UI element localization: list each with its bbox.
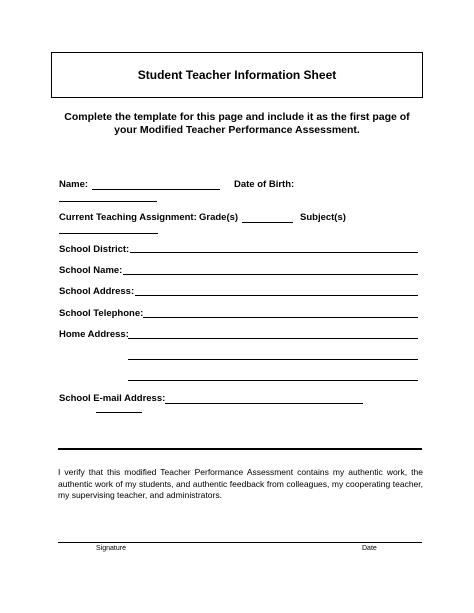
dob-label: Date of Birth: xyxy=(234,179,295,190)
home-address-field-2[interactable] xyxy=(128,359,418,360)
date-caption: Date xyxy=(362,545,377,552)
school-email-field-continuation[interactable] xyxy=(96,412,142,413)
school-address-field[interactable] xyxy=(135,295,418,296)
school-name-label: School Name: xyxy=(59,265,123,276)
section-divider xyxy=(58,448,422,450)
school-email-label: School E-mail Address: xyxy=(59,393,166,404)
home-address-field-1[interactable] xyxy=(128,338,418,339)
assignment-label: Current Teaching Assignment: xyxy=(59,212,197,223)
home-address-label: Home Address: xyxy=(59,329,129,340)
grades-label: Grade(s) xyxy=(199,212,239,223)
instructions-line-2: your Modified Teacher Performance Assessment. xyxy=(114,124,360,136)
name-field[interactable] xyxy=(92,189,220,190)
home-address-field-3[interactable] xyxy=(128,380,418,381)
grades-field[interactable] xyxy=(242,222,293,223)
school-district-label: School District: xyxy=(59,244,130,255)
subjects-field[interactable] xyxy=(59,233,158,234)
school-telephone-field[interactable] xyxy=(143,317,418,318)
school-telephone-label: School Telephone: xyxy=(59,308,144,319)
school-email-field[interactable] xyxy=(165,403,363,404)
subjects-label: Subject(s) xyxy=(300,212,346,223)
dob-field[interactable] xyxy=(59,201,157,202)
signature-caption: Signature xyxy=(96,545,126,552)
instructions-line-1: Complete the template for this page and include it as the first page of xyxy=(64,111,410,123)
title-box xyxy=(51,52,423,98)
school-district-field[interactable] xyxy=(130,252,418,253)
name-label: Name: xyxy=(59,179,89,190)
signature-date-line[interactable] xyxy=(58,542,422,543)
school-address-label: School Address: xyxy=(59,286,135,297)
verification-statement: I verify that this modified Teacher Performance Assessment contains my authentic work, the authentic work of my students, and authentic feedback from colleagues, my cooperating teacher, my supervising teacher, and administrators. xyxy=(58,467,423,500)
school-name-field[interactable] xyxy=(123,274,418,275)
page-title: Student Teacher Information Sheet xyxy=(137,68,337,82)
